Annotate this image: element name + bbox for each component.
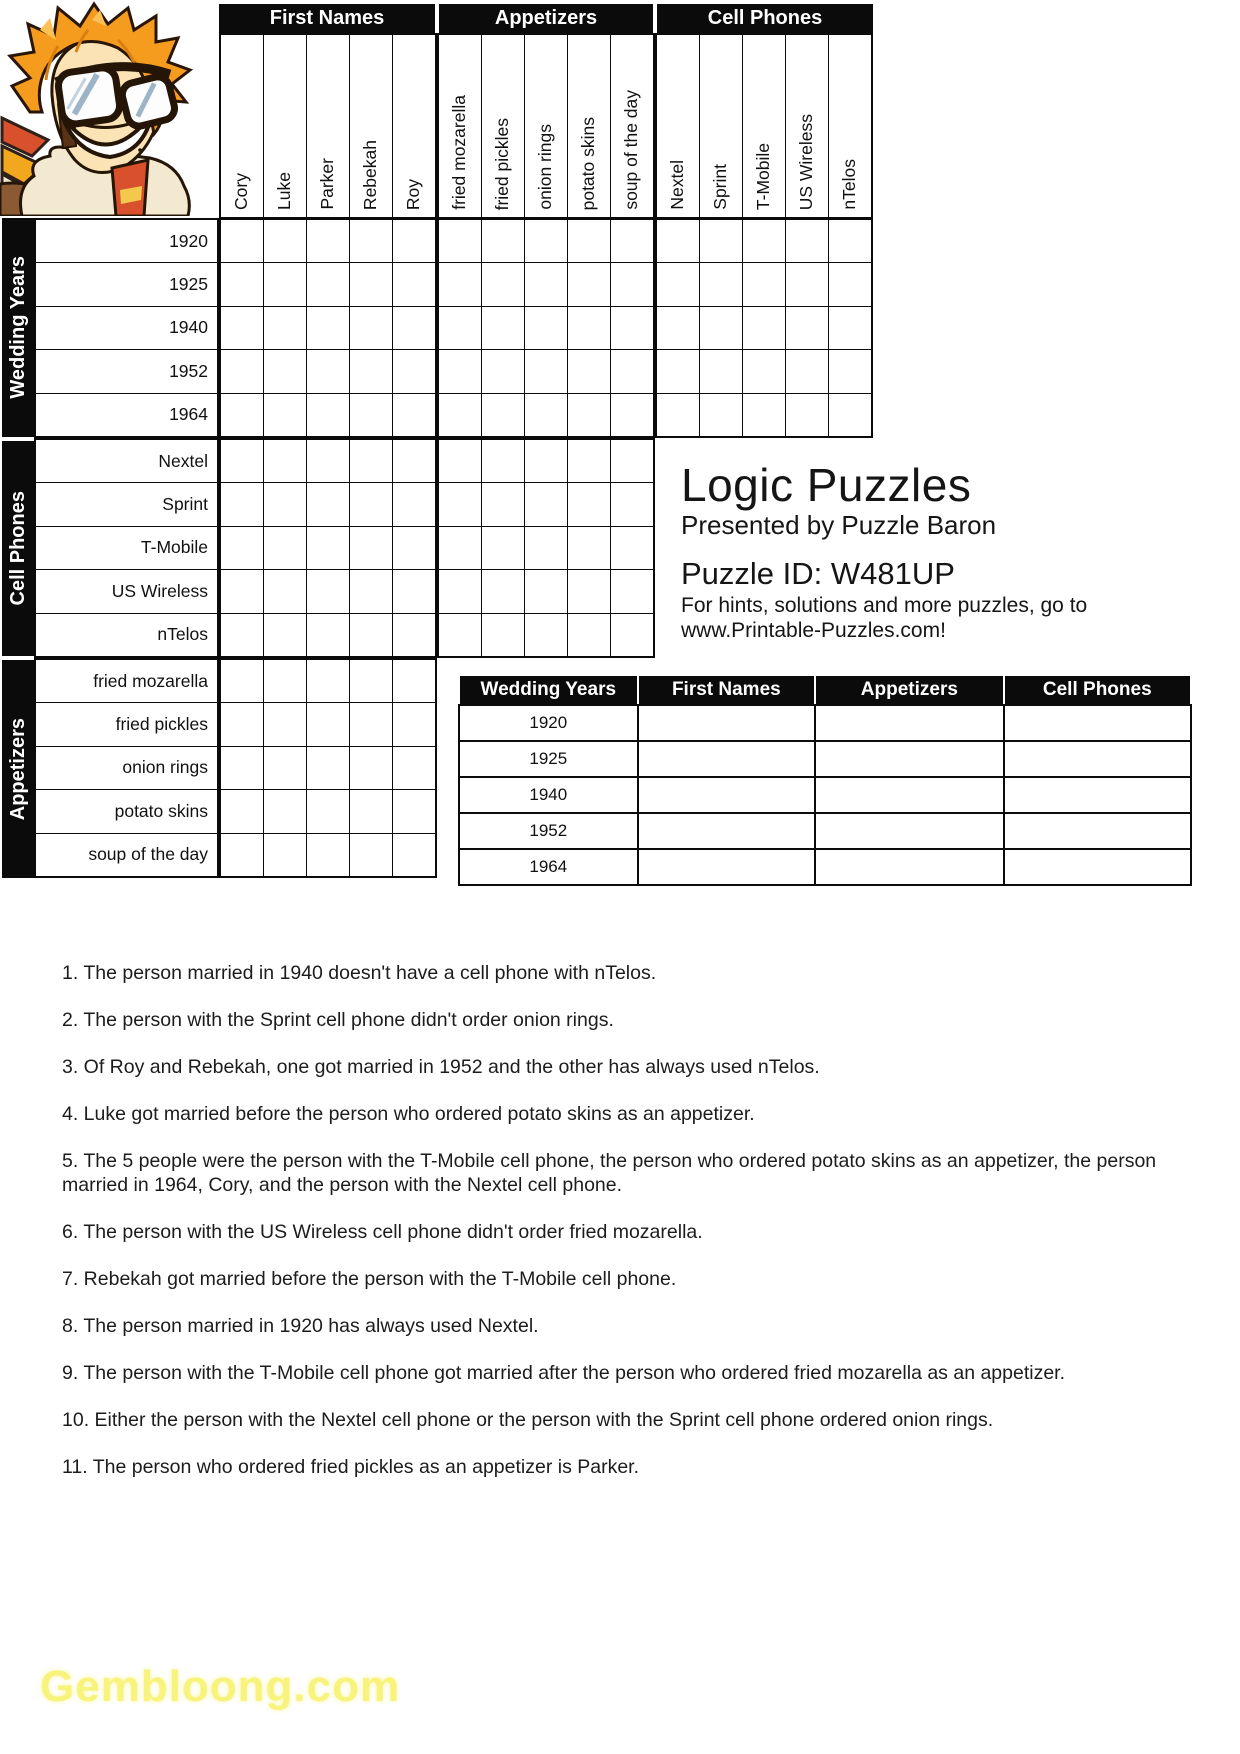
clue: 7. Rebekah got married before the person with the T-Mobile cell phone. bbox=[62, 1268, 677, 1290]
grid-cell[interactable] bbox=[611, 220, 653, 262]
column-label-text: Luke bbox=[274, 172, 295, 210]
column-label bbox=[657, 35, 699, 217]
grid-cell[interactable] bbox=[350, 394, 392, 436]
row-labels-cell-phones bbox=[34, 438, 219, 658]
answer-cell[interactable] bbox=[816, 814, 1002, 848]
clue: 10. Either the person with the Nextel cell phone or the person with the Sprint cell phone ordered onion rings. bbox=[62, 1409, 994, 1431]
grid-cell[interactable] bbox=[743, 350, 785, 392]
answer-table-body bbox=[458, 704, 1192, 886]
grid-cell[interactable] bbox=[611, 350, 653, 392]
rowgroup-bar-label: Wedding Years bbox=[7, 256, 29, 399]
grid-cell[interactable] bbox=[350, 527, 392, 569]
grid-cell[interactable] bbox=[221, 834, 263, 876]
grid-cell[interactable] bbox=[350, 263, 392, 305]
grid-cell[interactable] bbox=[611, 440, 653, 482]
answer-cell[interactable] bbox=[639, 814, 815, 848]
row-label: onion rings bbox=[36, 747, 217, 789]
column-label bbox=[264, 35, 306, 217]
column-label-text: T-Mobile bbox=[753, 142, 774, 210]
grid-cell[interactable] bbox=[264, 483, 306, 525]
grid-cell[interactable] bbox=[568, 350, 610, 392]
grid-cell[interactable] bbox=[482, 350, 524, 392]
grid-cell[interactable] bbox=[568, 263, 610, 305]
grid-cell[interactable] bbox=[393, 220, 435, 262]
grid-block-wedding-years-first-names bbox=[219, 218, 437, 438]
rowgroup-bar-label: Appetizers bbox=[7, 717, 29, 821]
grid-cell[interactable] bbox=[611, 614, 653, 656]
grid-cell[interactable] bbox=[350, 350, 392, 392]
grid-cell[interactable] bbox=[307, 483, 349, 525]
column-label-text: Parker bbox=[317, 158, 338, 210]
grid-cell[interactable] bbox=[439, 614, 481, 656]
answer-cell[interactable] bbox=[1005, 850, 1190, 884]
grid-cell[interactable] bbox=[700, 263, 742, 305]
grid-cell[interactable] bbox=[829, 350, 871, 392]
grid-cell[interactable] bbox=[786, 307, 828, 349]
answer-cell[interactable] bbox=[1005, 742, 1190, 776]
grid-cell[interactable] bbox=[393, 263, 435, 305]
grid-cell[interactable] bbox=[264, 790, 306, 832]
grid-cell[interactable] bbox=[393, 483, 435, 525]
colgroup-bar-label: Cell Phones bbox=[707, 7, 823, 29]
grid-cell[interactable] bbox=[786, 220, 828, 262]
grid-cell[interactable] bbox=[611, 307, 653, 349]
grid-cell[interactable] bbox=[307, 747, 349, 789]
row-label: Nextel bbox=[36, 440, 217, 482]
column-labels-first-names bbox=[219, 33, 437, 219]
grid-cell[interactable] bbox=[482, 220, 524, 262]
colgroup-bar-cell-phones bbox=[657, 4, 873, 33]
grid-cell[interactable] bbox=[439, 394, 481, 436]
grid-cell[interactable] bbox=[350, 440, 392, 482]
grid-cell[interactable] bbox=[568, 220, 610, 262]
grid-cell[interactable] bbox=[393, 307, 435, 349]
grid-cell[interactable] bbox=[700, 350, 742, 392]
colgroup-bar-label: First Names bbox=[269, 7, 385, 29]
grid-cell[interactable] bbox=[350, 703, 392, 745]
grid-cell[interactable] bbox=[743, 307, 785, 349]
grid-cell[interactable] bbox=[307, 350, 349, 392]
grid-cell[interactable] bbox=[657, 394, 699, 436]
grid-cell[interactable] bbox=[611, 394, 653, 436]
grid-cell[interactable] bbox=[525, 350, 567, 392]
grid-cell[interactable] bbox=[482, 483, 524, 525]
grid-cell[interactable] bbox=[264, 660, 306, 702]
answer-cell[interactable] bbox=[1005, 814, 1190, 848]
answer-cell[interactable] bbox=[816, 742, 1002, 776]
grid-cell[interactable] bbox=[264, 440, 306, 482]
grid-cell[interactable] bbox=[657, 263, 699, 305]
grid-cell[interactable] bbox=[657, 350, 699, 392]
answer-cell[interactable] bbox=[816, 706, 1002, 740]
grid-cell[interactable] bbox=[221, 614, 263, 656]
answer-header-appetizers: Appetizers bbox=[816, 676, 1002, 704]
grid-cell[interactable] bbox=[786, 263, 828, 305]
grid-cell[interactable] bbox=[829, 307, 871, 349]
answer-header-wedding-years: Wedding Years bbox=[460, 676, 637, 704]
clue: 5. The 5 people were the person with the T-Mobile cell phone, the person who ordered potato skins as an appetizer, the person married in 1964, Cory, and the person with the Nextel cell phone. bbox=[62, 1150, 1157, 1196]
row-labels-wedding-years bbox=[34, 218, 219, 438]
column-label bbox=[743, 35, 785, 217]
rowgroup-bar-wedding-years bbox=[2, 218, 34, 437]
answer-cell[interactable] bbox=[639, 706, 815, 740]
grid-cell[interactable] bbox=[393, 394, 435, 436]
grid-cell[interactable] bbox=[525, 440, 567, 482]
grid-cell[interactable] bbox=[525, 614, 567, 656]
grid-cell[interactable] bbox=[221, 790, 263, 832]
column-label-text: soup of the day bbox=[621, 90, 642, 210]
grid-cell[interactable] bbox=[568, 307, 610, 349]
grid-cell[interactable] bbox=[350, 483, 392, 525]
grid-cell[interactable] bbox=[568, 440, 610, 482]
grid-cell[interactable] bbox=[350, 570, 392, 612]
grid-cell[interactable] bbox=[743, 220, 785, 262]
column-label-text: nTelos bbox=[839, 159, 860, 210]
grid-cell[interactable] bbox=[264, 220, 306, 262]
row-label: fried pickles bbox=[36, 703, 217, 745]
grid-cell[interactable] bbox=[393, 527, 435, 569]
grid-cell[interactable] bbox=[307, 703, 349, 745]
grid-cell[interactable] bbox=[439, 350, 481, 392]
grid-cell[interactable] bbox=[439, 307, 481, 349]
grid-cell[interactable] bbox=[611, 483, 653, 525]
grid-cell[interactable] bbox=[393, 440, 435, 482]
grid-cell[interactable] bbox=[829, 394, 871, 436]
grid-cell[interactable] bbox=[568, 527, 610, 569]
grid-cell[interactable] bbox=[307, 660, 349, 702]
grid-cell[interactable] bbox=[525, 307, 567, 349]
grid-cell[interactable] bbox=[786, 394, 828, 436]
grid-cell[interactable] bbox=[264, 570, 306, 612]
grid-cell[interactable] bbox=[350, 614, 392, 656]
grid-cell[interactable] bbox=[393, 747, 435, 789]
grid-cell[interactable] bbox=[307, 790, 349, 832]
grid-cell[interactable] bbox=[307, 834, 349, 876]
puzzle-id: Puzzle ID: W481UP bbox=[681, 556, 955, 591]
grid-cell[interactable] bbox=[264, 263, 306, 305]
column-label-text: Rebekah bbox=[360, 139, 381, 210]
grid-cell[interactable] bbox=[350, 660, 392, 702]
column-label bbox=[611, 35, 653, 217]
grid-cell[interactable] bbox=[393, 350, 435, 392]
grid-cell[interactable] bbox=[264, 747, 306, 789]
column-label-text: US Wireless bbox=[796, 113, 817, 210]
answer-year: 1925 bbox=[460, 742, 637, 776]
answer-cell[interactable] bbox=[1005, 706, 1190, 740]
grid-cell[interactable] bbox=[525, 570, 567, 612]
answer-table-header bbox=[458, 676, 1192, 704]
grid-cell[interactable] bbox=[393, 660, 435, 702]
answer-header-first-names: First Names bbox=[639, 676, 815, 704]
grid-cell[interactable] bbox=[221, 440, 263, 482]
answer-header-cell-phones: Cell Phones bbox=[1005, 676, 1190, 704]
clue: 9. The person with the T-Mobile cell phone got married after the person who ordered fried mozarella as an appetizer. bbox=[62, 1362, 1066, 1384]
column-label-text: fried mozarella bbox=[449, 95, 470, 210]
grid-cell[interactable] bbox=[700, 394, 742, 436]
grid-cell[interactable] bbox=[743, 263, 785, 305]
grid-cell[interactable] bbox=[525, 394, 567, 436]
grid-cell[interactable] bbox=[439, 527, 481, 569]
row-labels-appetizers bbox=[34, 658, 219, 878]
grid-cell[interactable] bbox=[393, 614, 435, 656]
grid-cell[interactable] bbox=[221, 307, 263, 349]
answer-year: 1964 bbox=[460, 850, 637, 884]
colgroup-bar-first-names bbox=[219, 4, 435, 33]
row-label: soup of the day bbox=[36, 834, 217, 876]
grid-cell[interactable] bbox=[657, 220, 699, 262]
grid-cell[interactable] bbox=[611, 263, 653, 305]
column-label bbox=[525, 35, 567, 217]
grid-cell[interactable] bbox=[482, 570, 524, 612]
grid-cell[interactable] bbox=[350, 220, 392, 262]
answer-year: 1940 bbox=[460, 778, 637, 812]
row-label: T-Mobile bbox=[36, 527, 217, 569]
column-label bbox=[221, 35, 263, 217]
column-label bbox=[568, 35, 610, 217]
clue: 3. Of Roy and Rebekah, one got married in 1952 and the other has always used nTelos. bbox=[62, 1056, 820, 1078]
grid-cell[interactable] bbox=[307, 220, 349, 262]
grid-cell[interactable] bbox=[350, 834, 392, 876]
hint-text-line1: For hints, solutions and more puzzles, go to bbox=[681, 594, 1088, 617]
column-label-text: Roy bbox=[403, 178, 424, 210]
rowgroup-bar-label: Cell Phones bbox=[7, 491, 29, 606]
grid-cell[interactable] bbox=[221, 527, 263, 569]
answer-cell[interactable] bbox=[1005, 778, 1190, 812]
column-label-text: fried pickles bbox=[492, 117, 513, 210]
grid-cell[interactable] bbox=[439, 440, 481, 482]
answer-cell[interactable] bbox=[639, 850, 815, 884]
hint-url: www.Printable-Puzzles.com! bbox=[681, 619, 946, 642]
grid-cell[interactable] bbox=[221, 703, 263, 745]
row-label: 1952 bbox=[36, 350, 217, 392]
grid-cell[interactable] bbox=[568, 614, 610, 656]
column-labels-cell-phones bbox=[655, 33, 873, 219]
grid-cell[interactable] bbox=[439, 220, 481, 262]
row-label: nTelos bbox=[36, 614, 217, 656]
grid-cell[interactable] bbox=[568, 394, 610, 436]
grid-cell[interactable] bbox=[264, 394, 306, 436]
grid-cell[interactable] bbox=[221, 483, 263, 525]
grid-cell[interactable] bbox=[743, 394, 785, 436]
row-label: fried mozarella bbox=[36, 660, 217, 702]
column-label-text: Sprint bbox=[710, 164, 731, 210]
grid-cell[interactable] bbox=[439, 483, 481, 525]
grid-block-appetizers-first-names bbox=[219, 658, 437, 878]
grid-cell[interactable] bbox=[786, 350, 828, 392]
grid-cell[interactable] bbox=[221, 220, 263, 262]
grid-cell[interactable] bbox=[482, 394, 524, 436]
grid-cell[interactable] bbox=[482, 440, 524, 482]
grid-cell[interactable] bbox=[307, 614, 349, 656]
column-label bbox=[786, 35, 828, 217]
grid-cell[interactable] bbox=[221, 570, 263, 612]
grid-cell[interactable] bbox=[264, 703, 306, 745]
clue: 2. The person with the Sprint cell phone didn't order onion rings. bbox=[62, 1009, 614, 1031]
grid-cell[interactable] bbox=[568, 483, 610, 525]
rowgroup-bar-cell-phones bbox=[2, 441, 34, 656]
grid-cell[interactable] bbox=[264, 350, 306, 392]
colgroup-bar-label: Appetizers bbox=[494, 7, 598, 29]
answer-year: 1952 bbox=[460, 814, 637, 848]
grid-cell[interactable] bbox=[307, 527, 349, 569]
row-label: 1920 bbox=[36, 220, 217, 262]
grid-cell[interactable] bbox=[829, 263, 871, 305]
colgroup-bar-appetizers bbox=[439, 4, 653, 33]
grid-cell[interactable] bbox=[307, 394, 349, 436]
row-label: potato skins bbox=[36, 790, 217, 832]
clue: 6. The person with the US Wireless cell phone didn't order fried mozarella. bbox=[62, 1221, 703, 1243]
column-label-text: onion rings bbox=[535, 124, 556, 210]
grid-cell[interactable] bbox=[264, 527, 306, 569]
grid-cell[interactable] bbox=[221, 394, 263, 436]
column-label bbox=[393, 35, 435, 217]
grid-cell[interactable] bbox=[611, 570, 653, 612]
clue: 11. The person who ordered fried pickles as an appetizer is Parker. bbox=[62, 1456, 640, 1478]
grid-cell[interactable] bbox=[611, 527, 653, 569]
watermark: Gembloong.com bbox=[40, 1662, 401, 1711]
grid-cell[interactable] bbox=[307, 307, 349, 349]
grid-cell[interactable] bbox=[482, 527, 524, 569]
column-label bbox=[439, 35, 481, 217]
column-label-text: Nextel bbox=[667, 160, 688, 210]
grid-cell[interactable] bbox=[307, 570, 349, 612]
column-label-text: potato skins bbox=[578, 116, 599, 210]
grid-block-cell-phones-appetizers bbox=[437, 438, 655, 658]
column-labels-appetizers bbox=[437, 33, 655, 219]
column-label-text: Cory bbox=[231, 173, 252, 210]
grid-cell[interactable] bbox=[439, 263, 481, 305]
column-label bbox=[307, 35, 349, 217]
page-title: Logic Puzzles bbox=[681, 459, 972, 511]
grid-cell[interactable] bbox=[829, 220, 871, 262]
answer-year: 1920 bbox=[460, 706, 637, 740]
column-label bbox=[829, 35, 871, 217]
grid-cell[interactable] bbox=[221, 660, 263, 702]
grid-cell[interactable] bbox=[482, 307, 524, 349]
grid-block-cell-phones-first-names bbox=[219, 438, 437, 658]
grid-cell[interactable] bbox=[307, 263, 349, 305]
answer-cell[interactable] bbox=[639, 742, 815, 776]
grid-cell[interactable] bbox=[393, 703, 435, 745]
column-label bbox=[700, 35, 742, 217]
grid-cell[interactable] bbox=[525, 527, 567, 569]
grid-cell[interactable] bbox=[482, 614, 524, 656]
row-label: 1964 bbox=[36, 394, 217, 436]
page-subtitle: Presented by Puzzle Baron bbox=[681, 510, 997, 540]
answer-cell[interactable] bbox=[639, 778, 815, 812]
grid-cell[interactable] bbox=[221, 747, 263, 789]
grid-block-wedding-years-cell-phones bbox=[655, 218, 873, 438]
answer-cell[interactable] bbox=[816, 778, 1002, 812]
grid-cell[interactable] bbox=[393, 834, 435, 876]
row-label: 1925 bbox=[36, 263, 217, 305]
grid-cell[interactable] bbox=[700, 220, 742, 262]
grid-cell[interactable] bbox=[439, 570, 481, 612]
clue: 8. The person married in 1920 has always used Nextel. bbox=[62, 1315, 539, 1337]
grid-block-wedding-years-appetizers bbox=[437, 218, 655, 438]
column-label bbox=[350, 35, 392, 217]
clue: 4. Luke got married before the person who ordered potato skins as an appetizer. bbox=[62, 1103, 755, 1125]
grid-cell[interactable] bbox=[525, 483, 567, 525]
grid-cell[interactable] bbox=[264, 614, 306, 656]
row-label: 1940 bbox=[36, 307, 217, 349]
puzzle-baron-mascot bbox=[0, 0, 198, 216]
grid-cell[interactable] bbox=[350, 747, 392, 789]
grid-cell[interactable] bbox=[482, 263, 524, 305]
grid-cell[interactable] bbox=[221, 350, 263, 392]
grid-cell[interactable] bbox=[307, 440, 349, 482]
grid-cell[interactable] bbox=[264, 834, 306, 876]
grid-cell[interactable] bbox=[264, 307, 306, 349]
grid-cell[interactable] bbox=[393, 790, 435, 832]
row-label: US Wireless bbox=[36, 570, 217, 612]
grid-cell[interactable] bbox=[350, 790, 392, 832]
grid-cell[interactable] bbox=[525, 220, 567, 262]
grid-cell[interactable] bbox=[568, 570, 610, 612]
clue: 1. The person married in 1940 doesn't have a cell phone with nTelos. bbox=[62, 962, 657, 984]
rowgroup-bar-appetizers bbox=[2, 660, 34, 878]
grid-cell[interactable] bbox=[525, 263, 567, 305]
clue-list bbox=[62, 961, 1212, 1502]
column-label bbox=[482, 35, 524, 217]
grid-cell[interactable] bbox=[393, 570, 435, 612]
grid-cell[interactable] bbox=[657, 307, 699, 349]
grid-cell[interactable] bbox=[700, 307, 742, 349]
grid-cell[interactable] bbox=[350, 307, 392, 349]
row-label: Sprint bbox=[36, 483, 217, 525]
answer-cell[interactable] bbox=[816, 850, 1002, 884]
grid-cell[interactable] bbox=[221, 263, 263, 305]
